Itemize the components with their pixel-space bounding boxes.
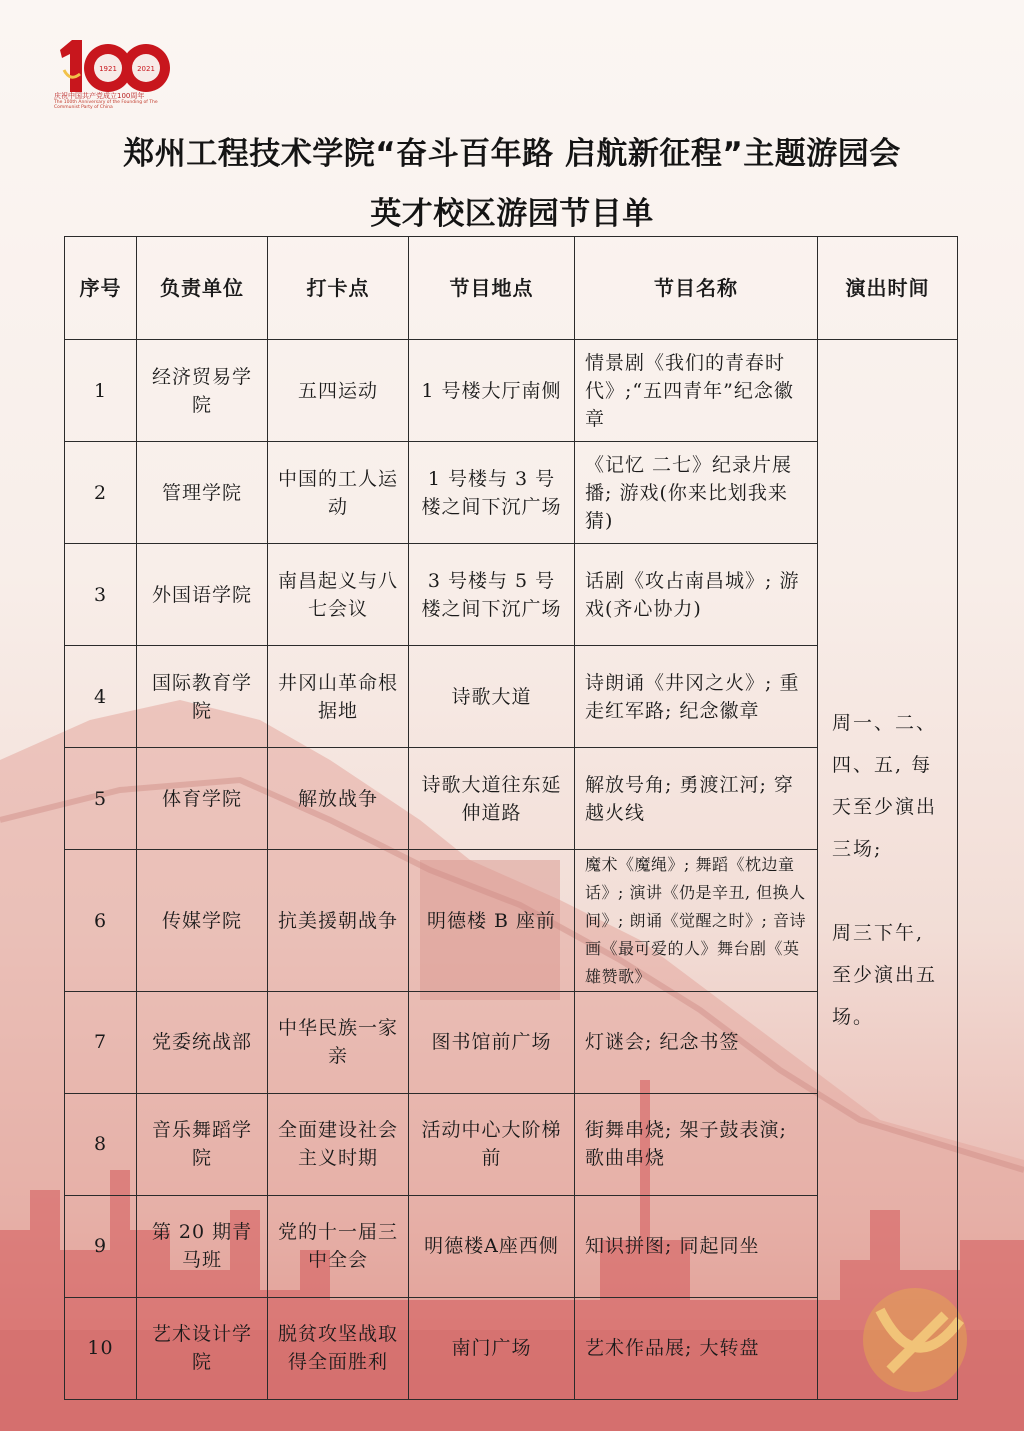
cell-program: 诗朗诵《井冈之火》; 重走红军路; 纪念徽章 — [575, 646, 818, 748]
logo-caption — [54, 92, 174, 110]
header-time: 演出时间 — [818, 237, 958, 340]
time-wednesday: 周三下午, 至少演出五场。 — [832, 921, 938, 1028]
cell-unit: 艺术设计学院 — [137, 1297, 268, 1399]
cell-location: 明德楼 B 座前 — [409, 850, 575, 991]
cell-program: 魔术《魔绳》; 舞蹈《枕边童话》; 演讲《仍是辛丑, 但换人间》; 朗诵《觉醒之时》; 音诗画《最可爱的人》舞台剧《英雄赞歌》 — [575, 850, 818, 991]
cell-unit: 党委统战部 — [137, 991, 268, 1093]
page-subtitle: 英才校区游园节目单 — [370, 196, 654, 232]
cell-location: 明德楼A座西侧 — [409, 1195, 575, 1297]
cell-no: 1 — [65, 340, 137, 442]
cell-location: 诗歌大道 — [409, 646, 575, 748]
cell-unit: 体育学院 — [137, 748, 268, 850]
cell-checkpoint: 抗美援朝战争 — [268, 850, 409, 991]
cell-program: 情景剧《我们的青春时代》;“五四青年”纪念徽章 — [575, 340, 818, 442]
cell-no: 3 — [65, 544, 137, 646]
cell-unit: 管理学院 — [137, 442, 268, 544]
cell-program: 《记忆 二七》纪录片展播; 游戏(你来比划我来猜) — [575, 442, 818, 544]
program-schedule-table — [64, 236, 958, 1400]
header-location: 节目地点 — [409, 237, 575, 340]
cell-checkpoint: 南昌起义与八七会议 — [268, 544, 409, 646]
cell-checkpoint: 全面建设社会主义时期 — [268, 1093, 409, 1195]
time-spacer — [832, 870, 943, 912]
cell-program: 艺术作品展; 大转盘 — [575, 1297, 818, 1399]
cell-checkpoint: 脱贫攻坚战取得全面胜利 — [268, 1297, 409, 1399]
cell-location: 诗歌大道往东延伸道路 — [409, 748, 575, 850]
cell-no: 7 — [65, 991, 137, 1093]
cell-unit: 经济贸易学院 — [137, 340, 268, 442]
cell-checkpoint: 解放战争 — [268, 748, 409, 850]
cell-checkpoint: 五四运动 — [268, 340, 409, 442]
table-row — [65, 340, 958, 442]
header-checkpoint: 打卡点 — [268, 237, 409, 340]
header-program: 节目名称 — [575, 237, 818, 340]
cell-performance-time — [818, 340, 958, 1400]
cell-unit: 传媒学院 — [137, 850, 268, 991]
cell-unit: 国际教育学院 — [137, 646, 268, 748]
logo-caption-en: The 100th Anniversary of the Founding of The Communist Party of China — [54, 100, 158, 110]
cell-no: 4 — [65, 646, 137, 748]
logo-year-left: 1921 — [99, 65, 117, 73]
cell-no: 9 — [65, 1195, 137, 1297]
cell-location: 南门广场 — [409, 1297, 575, 1399]
cell-program: 解放号角; 勇渡江河; 穿越火线 — [575, 748, 818, 850]
cell-unit: 音乐舞蹈学院 — [137, 1093, 268, 1195]
party-100-logo-icon — [54, 30, 172, 100]
header-unit: 负责单位 — [137, 237, 268, 340]
table-header-row — [65, 237, 958, 340]
cell-location: 1 号楼大厅南侧 — [409, 340, 575, 442]
cell-unit: 外国语学院 — [137, 544, 268, 646]
cell-unit: 第 20 期青马班 — [137, 1195, 268, 1297]
cell-location: 3 号楼与 5 号楼之间下沉广场 — [409, 544, 575, 646]
logo-caption-cn: 庆祝中国共产党成立100周年 — [54, 92, 145, 100]
cell-no: 5 — [65, 748, 137, 850]
cell-no: 6 — [65, 850, 137, 991]
time-weekday: 周一、二、四、五, 每天至少演出三场; — [832, 711, 938, 860]
cell-location: 活动中心大阶梯前 — [409, 1093, 575, 1195]
logo-year-right: 2021 — [137, 65, 155, 73]
cell-program: 街舞串烧; 架子鼓表演; 歌曲串烧 — [575, 1093, 818, 1195]
cell-location: 1 号楼与 3 号楼之间下沉广场 — [409, 442, 575, 544]
cell-checkpoint: 党的十一届三中全会 — [268, 1195, 409, 1297]
cell-checkpoint: 中华民族一家亲 — [268, 991, 409, 1093]
cell-checkpoint: 井冈山革命根据地 — [268, 646, 409, 748]
cell-program: 知识拼图; 同起同坐 — [575, 1195, 818, 1297]
cell-no: 2 — [65, 442, 137, 544]
page-title: 郑州工程技术学院“奋斗百年路 启航新征程”主题游园会 — [123, 136, 901, 172]
cell-location: 图书馆前广场 — [409, 991, 575, 1093]
cell-no: 8 — [65, 1093, 137, 1195]
cell-program: 灯谜会; 纪念书签 — [575, 991, 818, 1093]
header-no: 序号 — [65, 237, 137, 340]
cell-checkpoint: 中国的工人运动 — [268, 442, 409, 544]
cell-no: 10 — [65, 1297, 137, 1399]
cell-program: 话剧《攻占南昌城》; 游戏(齐心协力) — [575, 544, 818, 646]
